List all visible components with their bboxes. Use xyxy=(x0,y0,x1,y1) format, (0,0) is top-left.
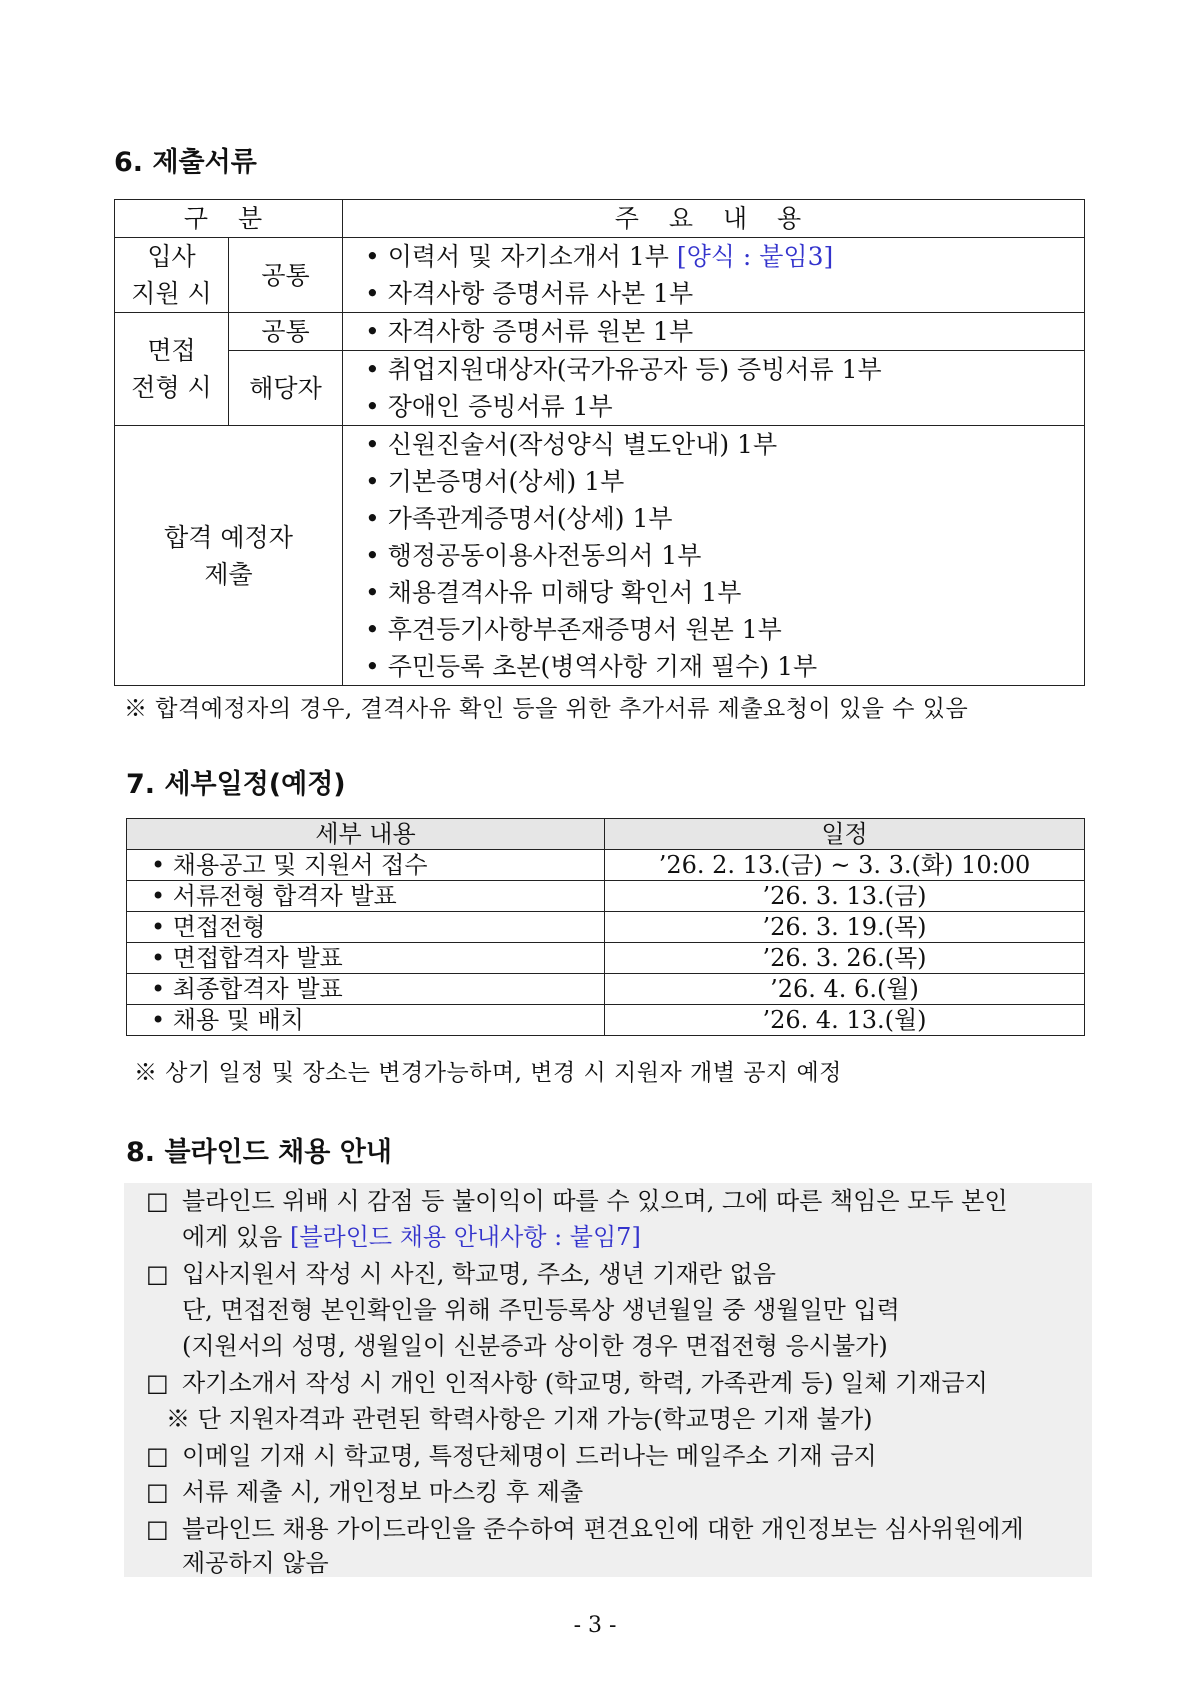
schedule-date: ’26. 3. 19.(목) xyxy=(605,912,1085,943)
group-interview: 면접 전형 시 xyxy=(115,313,229,426)
schedule-date: ’26. 4. 6.(월) xyxy=(605,974,1085,1005)
list-item: □ 입사지원서 작성 시 사진, 학교명, 주소, 생년 기재란 없음 xyxy=(146,1256,1082,1292)
attachment-link[interactable]: [블라인드 채용 안내사항 : 붙임7] xyxy=(290,1223,641,1251)
sub-common: 공통 xyxy=(229,313,343,351)
table-row xyxy=(127,943,1085,974)
schedule-item: • 면접전형 xyxy=(127,912,605,943)
list-item-cont: 에게 있음 [블라인드 채용 안내사항 : 붙임7] xyxy=(182,1223,641,1251)
schedule-date: ’26. 3. 26.(목) xyxy=(605,943,1085,974)
sub-common: 공통 xyxy=(229,238,343,313)
list-item: □ 블라인드 채용 가이드라인을 준수하여 편견요인에 대한 개인정보는 심사위원에게 xyxy=(146,1511,1082,1547)
list-item: • 자격사항 증명서류 원본 1부 xyxy=(365,317,694,346)
apply-items xyxy=(343,238,1085,313)
schedule-date: ’26. 4. 13.(월) xyxy=(605,1005,1085,1036)
checkbox-icon: □ xyxy=(146,1187,169,1215)
table-row xyxy=(127,1005,1085,1036)
section6-note: ※ 합격예정자의 경우, 결격사유 확인 등을 위한 추가서류 제출요청이 있을 수 있음 xyxy=(124,696,969,722)
schedule-table xyxy=(126,818,1085,1036)
checkbox-icon: □ xyxy=(146,1478,169,1506)
section7-title: 7. 세부일정(예정) xyxy=(126,769,346,800)
sub-applicable: 해당자 xyxy=(229,351,343,426)
blind-hiring-box xyxy=(124,1183,1092,1577)
list-item-cont: (지원서의 성명, 생월일이 신분증과 상이한 경우 면접전형 응시불가) xyxy=(182,1332,888,1360)
list-item-cont: 단, 면접전형 본인확인을 위해 주민등록상 생년월일 중 생월일만 입력 xyxy=(182,1296,900,1324)
list-item: □ 서류 제출 시, 개인정보 마스킹 후 제출 xyxy=(146,1474,1082,1510)
list-item: • 취업지원대상자(국가유공자 등) 증빙서류 1부 xyxy=(365,355,882,384)
schedule-item: • 면접합격자 발표 xyxy=(127,943,605,974)
list-item: □ 블라인드 위배 시 감점 등 불이익이 따를 수 있으며, 그에 따른 책임은 모두 본인 xyxy=(146,1183,1082,1219)
table-header-row xyxy=(127,819,1085,850)
table-row xyxy=(127,974,1085,1005)
interview-applicable-items xyxy=(343,351,1085,426)
list-item: • 신원진술서(작성양식 별도안내) 1부 xyxy=(365,430,778,459)
table-row xyxy=(127,912,1085,943)
list-item-cont: 제공하지 않음 xyxy=(182,1549,329,1577)
table-row xyxy=(127,850,1085,881)
list-item: • 채용결격사유 미해당 확인서 1부 xyxy=(365,578,742,607)
interview-common-items xyxy=(343,313,1085,351)
table-row xyxy=(115,426,1085,686)
table-row xyxy=(127,881,1085,912)
checkbox-icon: □ xyxy=(146,1442,169,1470)
attachment-link[interactable]: [양식 : 붙임3] xyxy=(676,242,834,271)
header-schedule: 일정 xyxy=(605,819,1085,850)
schedule-item: • 최종합격자 발표 xyxy=(127,974,605,1005)
section7-note: ※ 상기 일정 및 장소는 변경가능하며, 변경 시 지원자 개별 공지 예정 xyxy=(134,1060,842,1086)
schedule-item: • 서류전형 합격자 발표 xyxy=(127,881,605,912)
table-row xyxy=(115,313,1085,351)
documents-table xyxy=(114,199,1085,686)
header-content: 주 요 내 용 xyxy=(343,200,1085,238)
header-detail: 세부 내용 xyxy=(127,819,605,850)
group-pass: 합격 예정자 제출 xyxy=(115,426,343,686)
list-item: • 이력서 및 자기소개서 1부 [양식 : 붙임3] xyxy=(365,242,834,271)
list-item: • 주민등록 초본(병역사항 기재 필수) 1부 xyxy=(365,652,818,681)
table-row xyxy=(115,238,1085,313)
schedule-date: ’26. 3. 13.(금) xyxy=(605,881,1085,912)
list-item: □ 자기소개서 작성 시 개인 인적사항 (학교명, 학력, 가족관계 등) 일체 기재금지 xyxy=(146,1365,1082,1401)
schedule-date: ’26. 2. 13.(금) ~ 3. 3.(화) 10:00 xyxy=(605,850,1085,881)
list-item: • 후견등기사항부존재증명서 원본 1부 xyxy=(365,615,782,644)
list-item: □ 이메일 기재 시 학교명, 특정단체명이 드러나는 메일주소 기재 금지 xyxy=(146,1438,1082,1474)
checkbox-icon: □ xyxy=(146,1260,169,1288)
list-item: • 장애인 증빙서류 1부 xyxy=(365,392,613,421)
list-item: • 기본증명서(상세) 1부 xyxy=(365,467,625,496)
table-row xyxy=(115,351,1085,426)
list-item: • 자격사항 증명서류 사본 1부 xyxy=(365,279,694,308)
schedule-item: • 채용공고 및 지원서 접수 xyxy=(127,850,605,881)
page-number: - 3 - xyxy=(573,1613,617,1638)
list-item: • 가족관계증명서(상세) 1부 xyxy=(365,504,673,533)
list-item: • 행정공동이용사전동의서 1부 xyxy=(365,541,702,570)
group-apply: 입사 지원 시 xyxy=(115,238,229,313)
header-category: 구 분 xyxy=(115,200,343,238)
schedule-item: • 채용 및 배치 xyxy=(127,1005,605,1036)
table-header-row xyxy=(115,200,1085,238)
section6-title: 6. 제출서류 xyxy=(114,147,257,178)
pass-items xyxy=(343,426,1085,686)
section8-title: 8. 블라인드 채용 안내 xyxy=(126,1137,392,1168)
list-item-note: ※ 단 지원자격과 관련된 학력사항은 기재 가능(학교명은 기재 불가) xyxy=(166,1405,873,1433)
checkbox-icon: □ xyxy=(146,1515,169,1543)
checkbox-icon: □ xyxy=(146,1369,169,1397)
